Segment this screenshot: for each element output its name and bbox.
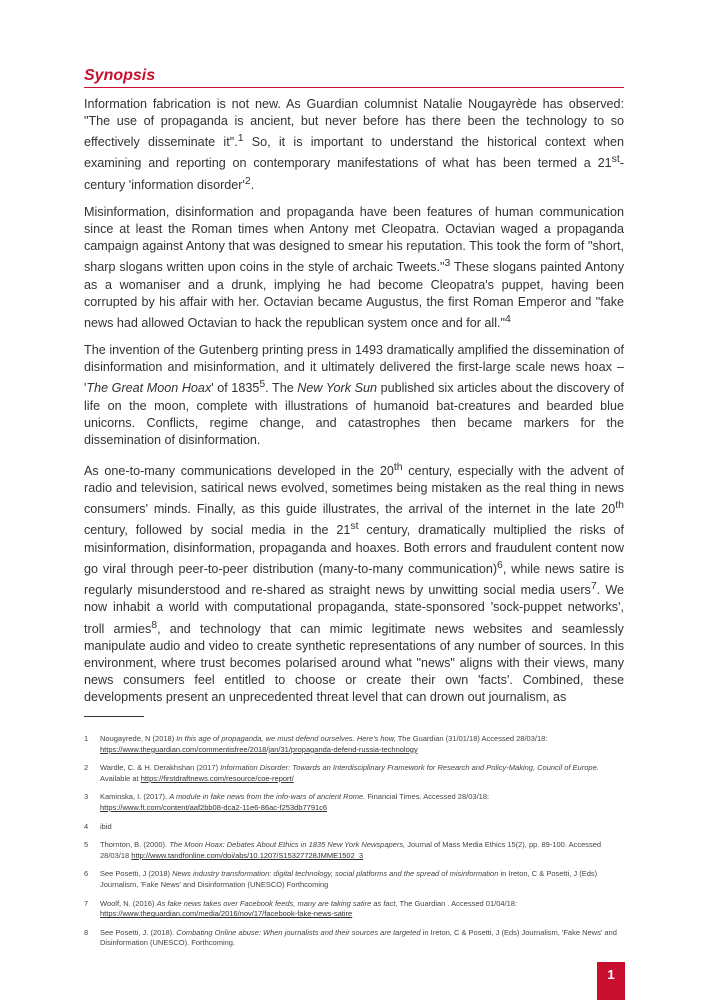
footnote-number: 3 [84, 792, 89, 802]
footnote-ref-3[interactable]: 3 [444, 257, 451, 270]
section-heading: Synopsis [84, 66, 624, 88]
text: century, especially with the advent of radio and television, satirical news evolved, sometimes being mistaken as the real thing in news consumers' minds. Finally, as this guide illustrates, the arrival of the internet in the late 20 [84, 464, 624, 517]
paragraph-4 [84, 459, 624, 706]
footnote-1 [84, 734, 624, 755]
footnote-number: 8 [84, 927, 89, 937]
text: Information fabrication is not new. As Guardian columnist Natalie Nougayrède has observed: "The use of propaganda is ancient, but never before has there been the technology to so effectively disseminate it". [84, 97, 624, 150]
footnote-6 [84, 869, 624, 890]
superscript: th [615, 499, 624, 512]
italic-title: In this age of propaganda, we must defend ourselves. Here's how, [176, 734, 396, 743]
footnote-number: 2 [84, 763, 89, 773]
text: , and technology that can mimic legitimate news websites and seamlessly manipulate audio and video to create synthetic representations of any number of sources. In this environment, where trust becomes polarised around what "news" aligns with their views, many news consumers feel entitled to choose or create their own 'facts'. Combined, these developments present an unprecedented threat level that can drown out journalism, as [84, 621, 624, 705]
text: As one-to-many communications developed in the 20 [84, 464, 394, 478]
footnote-4 [84, 822, 624, 833]
footnote-text: ibid [100, 821, 112, 831]
text: . We now inhabit a world with computational propaganda, state-sponsored 'sock-puppet networks', troll armies [84, 583, 624, 636]
text: Kaminska, I. (2017). [100, 792, 170, 802]
text: Wardle, C. & H. Derakhshan (2017) [100, 763, 221, 773]
text: , while news satire is regularly misunderstood and re-shared as straight news by unwitting social media users [84, 562, 624, 598]
text: The invention of the Gutenberg printing press in 1493 dramatically amplified the dissemination of disinformation and misinformation, and it ultimately delivered the first-large scale news hoax – ' [84, 343, 624, 396]
superscript: st [611, 153, 620, 166]
footnote-text [100, 763, 624, 784]
footnote-number: 7 [84, 898, 89, 908]
footnote-divider [84, 716, 144, 717]
footnote-7 [84, 899, 624, 920]
text: These slogans painted Antony as a womaniser and a drunk, implying he had become Cleopatra's puppet, having been corrupted by his affair with her. Octavian became Augustus, the first Roman Emperor and "fake news had allowed Octavian to hack the republican system once and for all." [84, 260, 624, 330]
text: published six articles about the discovery of life on the moon, complete with illustrations of humanoid bat-creatures and bearded blue unicorns. Conflicts, regime change, and catastrophes then became markers for the dissemination of disinformation. [84, 381, 624, 447]
text: Available at [100, 773, 141, 783]
footnote-ref-2[interactable]: 2 [244, 174, 251, 187]
footnote-2 [84, 763, 624, 784]
footnote-text [100, 734, 624, 755]
text: in Ireton, C & Posetti, J (Eds) Journalism, 'Fake News' and Disinformation (UNESCO) Forthcoming [100, 869, 598, 889]
footnote-text [100, 899, 624, 920]
footnote-3 [84, 792, 624, 813]
superscript: th [393, 460, 403, 473]
text: Financial Times. Accessed 28/03/18: [365, 792, 490, 802]
footnote-ref-7[interactable]: 7 [590, 580, 597, 593]
text: century, followed by social media in the 21 [84, 523, 351, 538]
footnote-ref-4[interactable]: 4 [505, 312, 511, 325]
text: ' of 1835 [211, 381, 260, 396]
body-text [84, 96, 624, 716]
text: -century 'information disorder' [84, 156, 624, 192]
footnote-text [100, 792, 624, 813]
italic-title: Combating Online abuse: When journalists and their sources are targeted [176, 927, 421, 937]
paragraph-2 [84, 204, 624, 332]
footnote-link[interactable]: https://www.theguardian.com/media/2016/nov/17/facebook-fake-news-satire [100, 909, 353, 919]
italic-title: As fake news takes over Facebook feeds, many are taking satire as fact [156, 898, 396, 908]
footnote-link[interactable]: https://www.ft.com/content/aaf2bb08-dca2-11e6-86ac-f253db7791c6 [100, 802, 328, 812]
italic-title: Information Disorder: Towards an Interdisciplinary Framework for Research and Policy-Making, Council of Europe. [220, 763, 599, 773]
text: The Guardian (31/01/18) Accessed 28/03/18: [395, 734, 548, 743]
text: . The [265, 381, 298, 396]
footnote-ref-5[interactable]: 5 [259, 378, 266, 391]
italic-title: The Moon Hoax: Debates About Ethics in 1835 New York Newspapers, [169, 840, 406, 850]
text: Woolf, N. (2016) [100, 898, 157, 908]
paragraph-1 [84, 96, 624, 194]
footnote-link[interactable]: https://www.theguardian.com/commentisfree/2018/jan/31/propaganda-defend-russia-technology [100, 744, 418, 754]
text: See Posetti, J. (2018). [100, 927, 177, 937]
text: Misinformation, disinformation and propaganda have been features of human communication since at least the Roman times when Antony met Cleopatra. Octavian waged a propaganda campaign against Antony that was designed to smear his reputation. This took the form of "short, sharp slogans written upon coins in the style of archaic Tweets." [84, 205, 624, 275]
footnote-number: 4 [84, 821, 89, 831]
footnote-ref-6[interactable]: 6 [497, 558, 503, 571]
footnote-text [100, 840, 624, 861]
page-number-badge: 1 [597, 962, 625, 1000]
footnote-link[interactable]: https://firstdraftnews.com/resource/coe-report/ [140, 773, 294, 783]
paragraph-3 [84, 342, 624, 449]
text: , The Guardian . Accessed 01/04/18: [395, 898, 518, 908]
italic-title: A module in fake news from the info-wars of ancient Rome. [169, 792, 366, 802]
text: Journal of Mass Media Ethics 15(2), pp. 89-100. Accessed 28/03/18 [100, 840, 602, 860]
footnote-8 [84, 928, 624, 949]
footnote-5 [84, 840, 624, 861]
footnote-ref-8[interactable]: 8 [151, 618, 158, 631]
text: Thornton, B. (2000). [100, 840, 170, 850]
text: See Posetti, J (2018) [100, 869, 173, 879]
footnote-number: 6 [84, 869, 89, 879]
text: Nougayrede, N (2018) [100, 734, 177, 743]
italic-title: New York Sun [297, 381, 378, 396]
italic-title: The Great Moon Hoax [86, 381, 212, 396]
footnote-text [100, 869, 624, 890]
text: . [250, 177, 255, 192]
italic-title: News industry transformation: digital technology, social platforms and the spread of misinformation [172, 869, 499, 879]
footnotes [84, 734, 624, 957]
text: So, it is important to understand the historical context when examining and reporting on contemporary manifestations of what has been termed a 21 [84, 135, 624, 171]
text: in Ireton, C & Posetti, J (Eds) Journalism, 'Fake News' and Disinformation (UNESCO). Forthcoming. [100, 927, 617, 948]
text: century, dramatically multiplied the risks of misinformation, disinformation, propaganda and hoaxes. Both errors and fraudulent content now go viral through peer-to-peer distribution (many-to-many communication) [84, 523, 624, 577]
footnote-number: 5 [84, 840, 89, 850]
footnote-text [100, 928, 624, 949]
footnote-number: 1 [84, 734, 89, 743]
footnote-link[interactable]: http://www.tandfonline.com/doi/abs/10.1207/S15327728JMME1502_3 [131, 850, 364, 860]
superscript: st [350, 520, 359, 533]
footnote-ref-1[interactable]: 1 [237, 132, 244, 145]
